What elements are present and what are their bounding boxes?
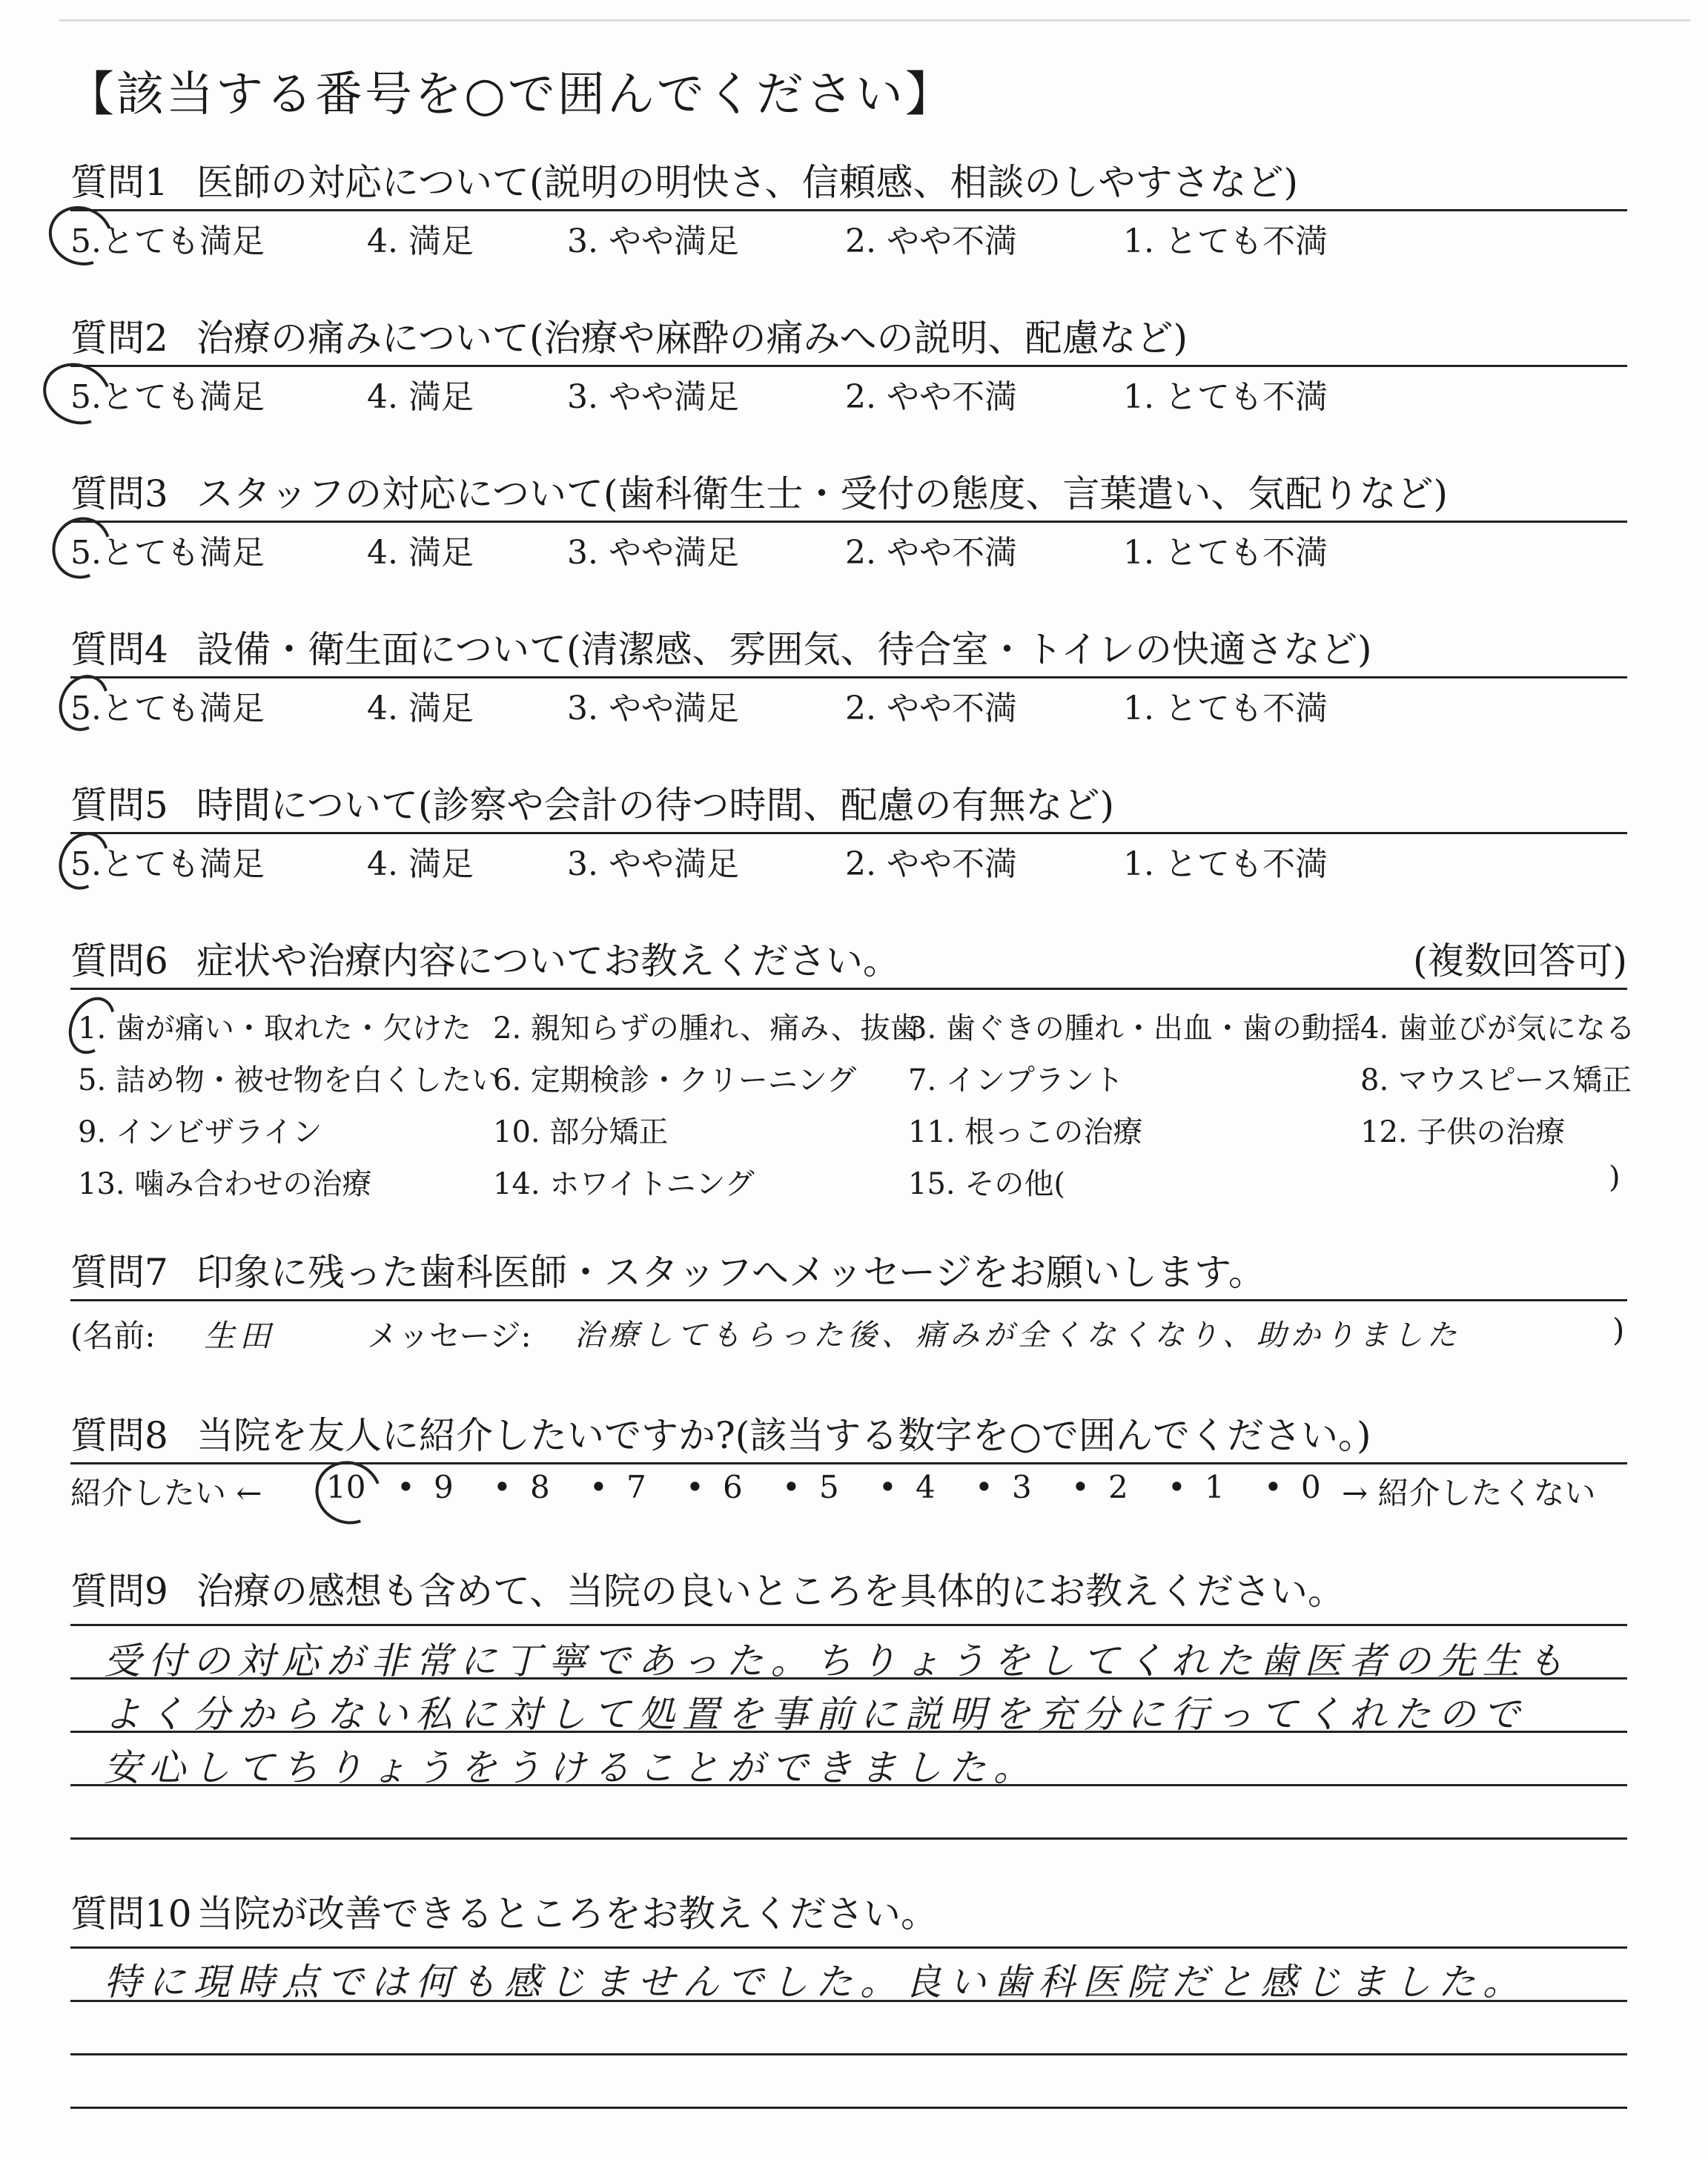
question-number: 質問1 (70, 161, 168, 204)
rating-option-5[interactable]: 5.とても満足 (70, 845, 265, 883)
question-number: 質問6 (70, 939, 168, 982)
message-line (70, 1301, 1627, 1361)
page-title: 【該当する番号を○で囲んでください】 (67, 67, 955, 122)
rating-option-5[interactable]: 5.とても満足 (70, 378, 265, 416)
question-number: 質問10 (70, 1892, 192, 1935)
scale-dot: • (493, 1469, 512, 1505)
scale-right-label: → 紹介したくない (1342, 1475, 1596, 1511)
multiple-answer-note: (複数回答可) (1412, 939, 1627, 982)
question-number: 質問2 (70, 317, 168, 360)
question-text: スタッフの対応について(歯科衛生士・受付の態度、言葉遣い、気配りなど) (196, 472, 1449, 515)
handwritten-answer-line[interactable]: 受付の対応が非常に丁寧であった。ちりょうをしてくれた歯医者の先生も (104, 1639, 1572, 1682)
question-text: 治療の感想も含めて、当院の良いところを具体的にお教えください。 (196, 1570, 1345, 1613)
question-number: 質問5 (70, 784, 168, 827)
answer-line (70, 1837, 1627, 1840)
hand-circle-mark (50, 824, 118, 898)
question-number: 質問9 (70, 1570, 168, 1613)
rating-option-2[interactable]: 2. やや不満 (845, 690, 1017, 727)
scale-option-5[interactable]: 5 (819, 1469, 839, 1505)
scale-dot: • (397, 1469, 415, 1505)
scale-option-3[interactable]: 3 (1012, 1469, 1032, 1505)
scale-option-6[interactable]: 6 (723, 1469, 743, 1505)
answer-line (70, 1946, 1627, 1949)
question-text: 治療の痛みについて(治療や麻酔の痛みへの説明、配慮など) (196, 317, 1188, 360)
question-6 (70, 934, 1635, 1212)
rating-option-3[interactable]: 3. やや満足 (567, 378, 739, 416)
scale-dot: • (1168, 1469, 1186, 1505)
symptom-option[interactable]: 15. その他( (908, 1167, 1065, 1201)
symptom-option[interactable]: 8. マウスピース矯正 (1360, 1063, 1632, 1097)
symptom-option[interactable]: 14. ホワイトニング (493, 1167, 755, 1201)
message-close-paren: ) (1612, 1312, 1625, 1348)
question-text: 印象に残った歯科医師・スタッフへメッセージをお願いします。 (196, 1251, 1265, 1294)
question-2 (70, 311, 1627, 415)
symptom-option[interactable]: 13. 噛み合わせの治療 (78, 1167, 372, 1201)
rating-option-1[interactable]: 1. とても不満 (1123, 534, 1328, 572)
question-text: 症状や治療内容についてお教えください。 (196, 939, 900, 982)
rating-option-1[interactable]: 1. とても不満 (1123, 845, 1328, 883)
question-4 (70, 623, 1627, 726)
rating-option-4[interactable]: 4. 満足 (367, 222, 474, 260)
answer-line (70, 1624, 1627, 1626)
rating-options (70, 834, 1627, 882)
scale-dot: • (975, 1469, 993, 1505)
question-number: 質問8 (70, 1414, 168, 1457)
symptom-option[interactable]: 6. 定期検診・クリーニング (493, 1063, 857, 1097)
rating-option-4[interactable]: 4. 満足 (367, 534, 474, 572)
symptom-option[interactable]: 4. 歯並びが気になる (1360, 1011, 1635, 1046)
hand-circle-mark (60, 989, 124, 1061)
symptom-option[interactable]: 3. 歯ぐきの腫れ・出血・歯の動揺 (908, 1011, 1361, 1046)
message-value[interactable]: 治療してもらった後、痛みが全くなくなり、助かりました (575, 1318, 1461, 1353)
scale-dot: • (686, 1469, 704, 1505)
scale-option-0[interactable]: 0 (1301, 1469, 1321, 1505)
rating-option-5[interactable]: 5.とても満足 (70, 222, 265, 260)
symptom-options (70, 990, 1635, 1212)
name-label: (名前: (70, 1318, 156, 1354)
symptom-option[interactable]: 12. 子供の治療 (1360, 1115, 1566, 1149)
question-5 (70, 779, 1627, 882)
rating-option-3[interactable]: 3. やや満足 (567, 534, 739, 572)
question-number: 質問3 (70, 472, 168, 515)
symptom-option[interactable]: 9. インビザライン (78, 1115, 322, 1149)
rating-option-2[interactable]: 2. やや不満 (845, 378, 1017, 416)
rating-option-5[interactable]: 5.とても満足 (70, 534, 265, 572)
rating-options (70, 678, 1627, 726)
scale-left-label: 紹介したい ← (70, 1475, 262, 1511)
scale-option-2[interactable]: 2 (1108, 1469, 1128, 1505)
rating-option-4[interactable]: 4. 満足 (367, 690, 474, 727)
scale-dot: • (1264, 1469, 1282, 1505)
scale-option-7[interactable]: 7 (626, 1469, 646, 1505)
rating-option-5[interactable]: 5.とても満足 (70, 690, 265, 727)
scale-option-4[interactable]: 4 (916, 1469, 936, 1505)
rating-option-4[interactable]: 4. 満足 (367, 845, 474, 883)
top-border (59, 19, 1690, 22)
rating-options (70, 523, 1627, 570)
message-label: メッセージ: (367, 1318, 532, 1354)
symptom-option[interactable]: 7. インプラント (908, 1063, 1124, 1097)
scale-option-8[interactable]: 8 (530, 1469, 550, 1505)
question-text: 当院が改善できるところをお教えください。 (196, 1892, 938, 1935)
rating-option-1[interactable]: 1. とても不満 (1123, 378, 1328, 416)
handwritten-answer-line[interactable]: よく分からない私に対して処置を事前に説明を充分に行ってくれたので (104, 1693, 1527, 1736)
question-3 (70, 467, 1627, 570)
scale-dot: • (782, 1469, 801, 1505)
scale-dot: • (878, 1469, 897, 1505)
question-9 (70, 1565, 1627, 1618)
scale-option-10[interactable]: 10 (326, 1469, 366, 1505)
rating-option-1[interactable]: 1. とても不満 (1123, 690, 1328, 727)
symptom-option[interactable]: 1. 歯が痛い・取れた・欠けた (78, 1011, 471, 1046)
other-close-paren: ) (1609, 1160, 1621, 1195)
question-text: 当院を友人に紹介したいですか?(該当する数字を○で囲んでください。) (196, 1414, 1371, 1457)
answer-line (70, 2053, 1627, 2055)
scale-option-1[interactable]: 1 (1205, 1469, 1225, 1505)
scale-dot: • (1071, 1469, 1090, 1505)
recommend-scale (70, 1464, 1627, 1518)
question-text: 設備・衛生面について(清潔感、雰囲気、待合室・トイレの快適さなど) (196, 628, 1372, 671)
scale-option-9[interactable]: 9 (434, 1469, 454, 1505)
handwritten-answer-line[interactable]: 安心してちりょうをうけることができました。 (104, 1746, 1038, 1789)
rating-option-2[interactable]: 2. やや不満 (845, 534, 1017, 572)
rating-options (70, 367, 1627, 415)
question-8 (70, 1409, 1627, 1518)
question-text: 時間について(診察や会計の待つ時間、配慮の有無など) (196, 784, 1115, 827)
question-number: 質問4 (70, 628, 168, 671)
question-text: 医師の対応について(説明の明快さ、信頼感、相談のしやすさなど) (196, 161, 1299, 204)
rating-option-2[interactable]: 2. やや不満 (845, 222, 1017, 260)
rating-option-3[interactable]: 3. やや満足 (567, 690, 739, 727)
rating-options (70, 211, 1627, 259)
question-7 (70, 1246, 1627, 1361)
name-value[interactable]: 生田 (204, 1318, 276, 1354)
rating-option-3[interactable]: 3. やや満足 (567, 222, 739, 260)
rating-option-4[interactable]: 4. 満足 (367, 378, 474, 416)
symptom-option[interactable]: 5. 詰め物・被せ物を白くしたい (78, 1063, 501, 1097)
scale-dot: • (589, 1469, 608, 1505)
handwritten-answer-line[interactable]: 特に現時点では何も感じませんでした。良い歯科医院だと感じました。 (104, 1961, 1527, 2004)
rating-option-2[interactable]: 2. やや不満 (845, 845, 1017, 883)
symptom-option[interactable]: 2. 親知らずの腫れ、痛み、抜歯 (493, 1011, 920, 1046)
rating-option-1[interactable]: 1. とても不満 (1123, 222, 1328, 260)
question-1 (70, 156, 1627, 259)
rating-option-3[interactable]: 3. やや満足 (567, 845, 739, 883)
symptom-option[interactable]: 10. 部分矯正 (493, 1115, 669, 1149)
question-10 (70, 1887, 1627, 1941)
question-number: 質問7 (70, 1251, 168, 1294)
symptom-option[interactable]: 11. 根っこの治療 (908, 1115, 1143, 1149)
answer-line (70, 2107, 1627, 2109)
